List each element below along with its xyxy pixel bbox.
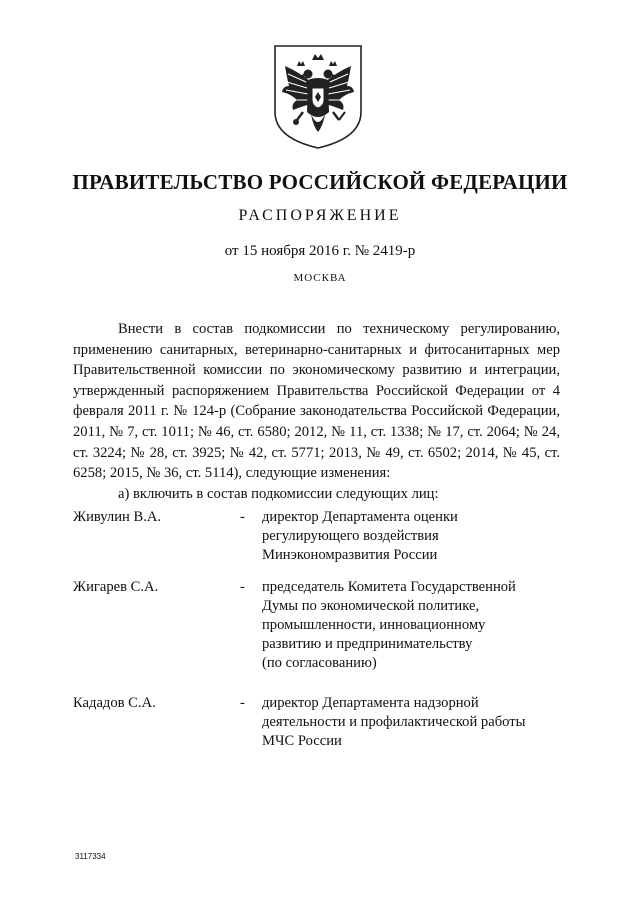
list-item [73,508,560,565]
main-paragraph: Внести в состав подкомиссии по техническому регулированию, применению санитарных, ветеринарно-санитарных и фитосанитарных мер Правительственной комиссии по экономическому развитию и интеграции, утвержденный распоряжением Правительства Российской Федерации от 4 февраля 2011 г. № 124-р (Собрание законодательства Российской Федерации, 2011, № 7, ст. 1011; № 46, ст. 6580; 2012, № 11, ст. 1338; № 17, ст. 2064; № 24, ст. 3224; № 28, ст. 3925; № 42, ст. 5771; 2013, № 49, ст. 6502; 2014, № 45, ст. 6258; 2015, № 36, ст. 5114), следующие изменения: [73,321,560,482]
person-name: Живулин В.А. [73,509,162,525]
government-title: ПРАВИТЕЛЬСТВО РОССИЙСКОЙ ФЕДЕРАЦИИ [72,170,568,194]
list-item [73,578,560,673]
person-name: Кададов С.А. [73,695,156,711]
document-body [73,319,560,504]
person-dash: - [240,509,245,525]
document-type: РАСПОРЯЖЕНИЕ [238,207,402,224]
person-position: директор Департамента оценки регулирующего воздействия Минэкономразвития России [262,509,458,563]
persons-list [73,508,560,751]
person-position: директор Департамента надзорной деятельности и профилактической работы МЧС России [262,695,526,749]
document-date-number: от 15 ноября 2016 г. № 2419-р [224,243,416,259]
russian-coat-of-arms-icon [271,42,365,152]
list-item [73,694,560,751]
person-name: Жигарев С.А. [73,579,159,595]
subpoint-a: а) включить в состав подкомиссии следующих лиц: [118,485,439,502]
document-code: 3117334 [75,852,106,861]
city-name: МОСКВА [293,272,347,284]
person-position: председатель Комитета Государственной Думы по экономической политике, промышленности, инновационному развитию и предпринимательству (по согласованию) [262,579,516,671]
person-dash: - [240,579,245,595]
person-dash: - [240,695,245,711]
